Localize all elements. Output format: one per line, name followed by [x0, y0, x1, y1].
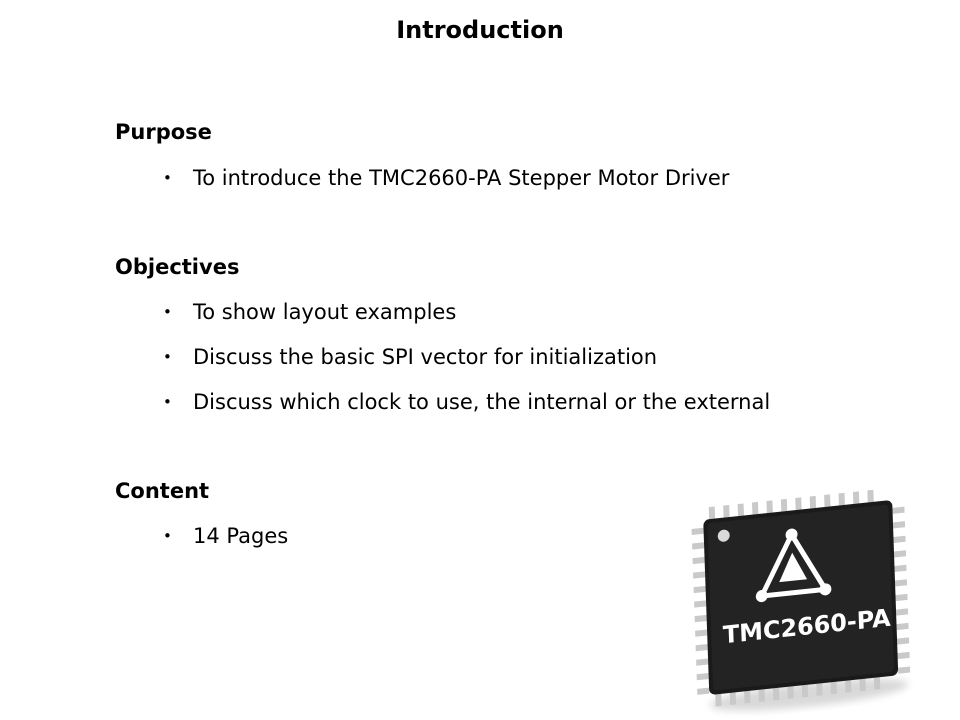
chip-label: TMC2660-PA	[722, 603, 892, 650]
chip-pin	[853, 491, 859, 504]
chip-pin	[897, 637, 909, 644]
chip-pin	[709, 506, 715, 519]
bullet-list-objectives	[160, 298, 770, 433]
chip-pin	[752, 502, 758, 515]
chip-pin	[893, 536, 905, 543]
chip-pin	[766, 500, 772, 513]
chip-pin	[759, 689, 765, 702]
chip-pin	[695, 629, 707, 636]
chip-pin	[893, 521, 905, 528]
chip-pin	[693, 571, 705, 578]
chip-pin	[895, 594, 907, 601]
chip-pin	[694, 600, 706, 607]
chip-pin	[697, 673, 709, 680]
list-item	[160, 388, 770, 433]
chip-pin	[693, 557, 705, 564]
chip-pin	[892, 507, 904, 514]
list-item-text: Discuss the basic SPI vector for initialization	[193, 345, 658, 369]
chip-pin	[810, 496, 816, 509]
list-item	[160, 522, 288, 567]
list-item	[160, 298, 770, 343]
chip-pin	[695, 615, 707, 622]
bullet-list-purpose	[160, 164, 729, 209]
chip-pin	[898, 666, 910, 673]
list-item	[160, 164, 729, 209]
chip-pin	[896, 608, 908, 615]
chip-pin	[696, 644, 708, 651]
bullet-icon: •	[163, 348, 172, 366]
chip-pin	[894, 550, 906, 557]
chip-pin	[715, 694, 721, 707]
list-item-text: To introduce the TMC2660-PA Stepper Motor Driver	[193, 166, 730, 190]
chip-pin	[845, 680, 851, 693]
chip-image	[676, 490, 926, 720]
list-item-text: To show layout examples	[193, 300, 457, 324]
slide-title: Introduction	[396, 16, 564, 44]
chip-pin	[787, 686, 793, 699]
chip-pin	[867, 490, 873, 502]
chip-pin	[694, 586, 706, 593]
chip-pin	[795, 497, 801, 510]
section-heading-objectives: Objectives	[115, 255, 240, 279]
chip-pin	[692, 528, 704, 535]
list-item	[160, 343, 770, 388]
chip-pin	[895, 579, 907, 586]
chip-pin	[802, 685, 808, 698]
chip-pin	[874, 677, 880, 690]
chip-pin	[744, 691, 750, 704]
list-item-text: 14 Pages	[193, 524, 289, 548]
bullet-icon: •	[163, 169, 172, 187]
bullet-icon: •	[163, 393, 172, 411]
chip-pin	[696, 659, 708, 666]
chip-pin	[896, 623, 908, 630]
section-heading-content: Content	[115, 479, 210, 503]
chip-pin	[824, 494, 830, 507]
chip-pin	[723, 505, 729, 518]
bullet-list-content	[160, 522, 288, 567]
chip-pin	[894, 565, 906, 572]
chip-pin	[781, 499, 787, 512]
chip-pin	[738, 503, 744, 516]
bullet-icon: •	[163, 303, 172, 321]
list-item-text: Discuss which clock to use, the internal or the external	[193, 390, 771, 414]
chip-pin	[773, 688, 779, 701]
section-heading-purpose: Purpose	[115, 120, 212, 144]
bullet-icon: •	[163, 527, 172, 545]
chip-pin	[816, 683, 822, 696]
chip-pin	[831, 682, 837, 695]
chip-pin	[692, 542, 704, 549]
chip-pin	[697, 688, 709, 695]
chip-pin	[859, 679, 865, 692]
chip-pin	[730, 692, 736, 705]
chip-pin	[839, 493, 845, 506]
chip-pin	[898, 652, 910, 659]
